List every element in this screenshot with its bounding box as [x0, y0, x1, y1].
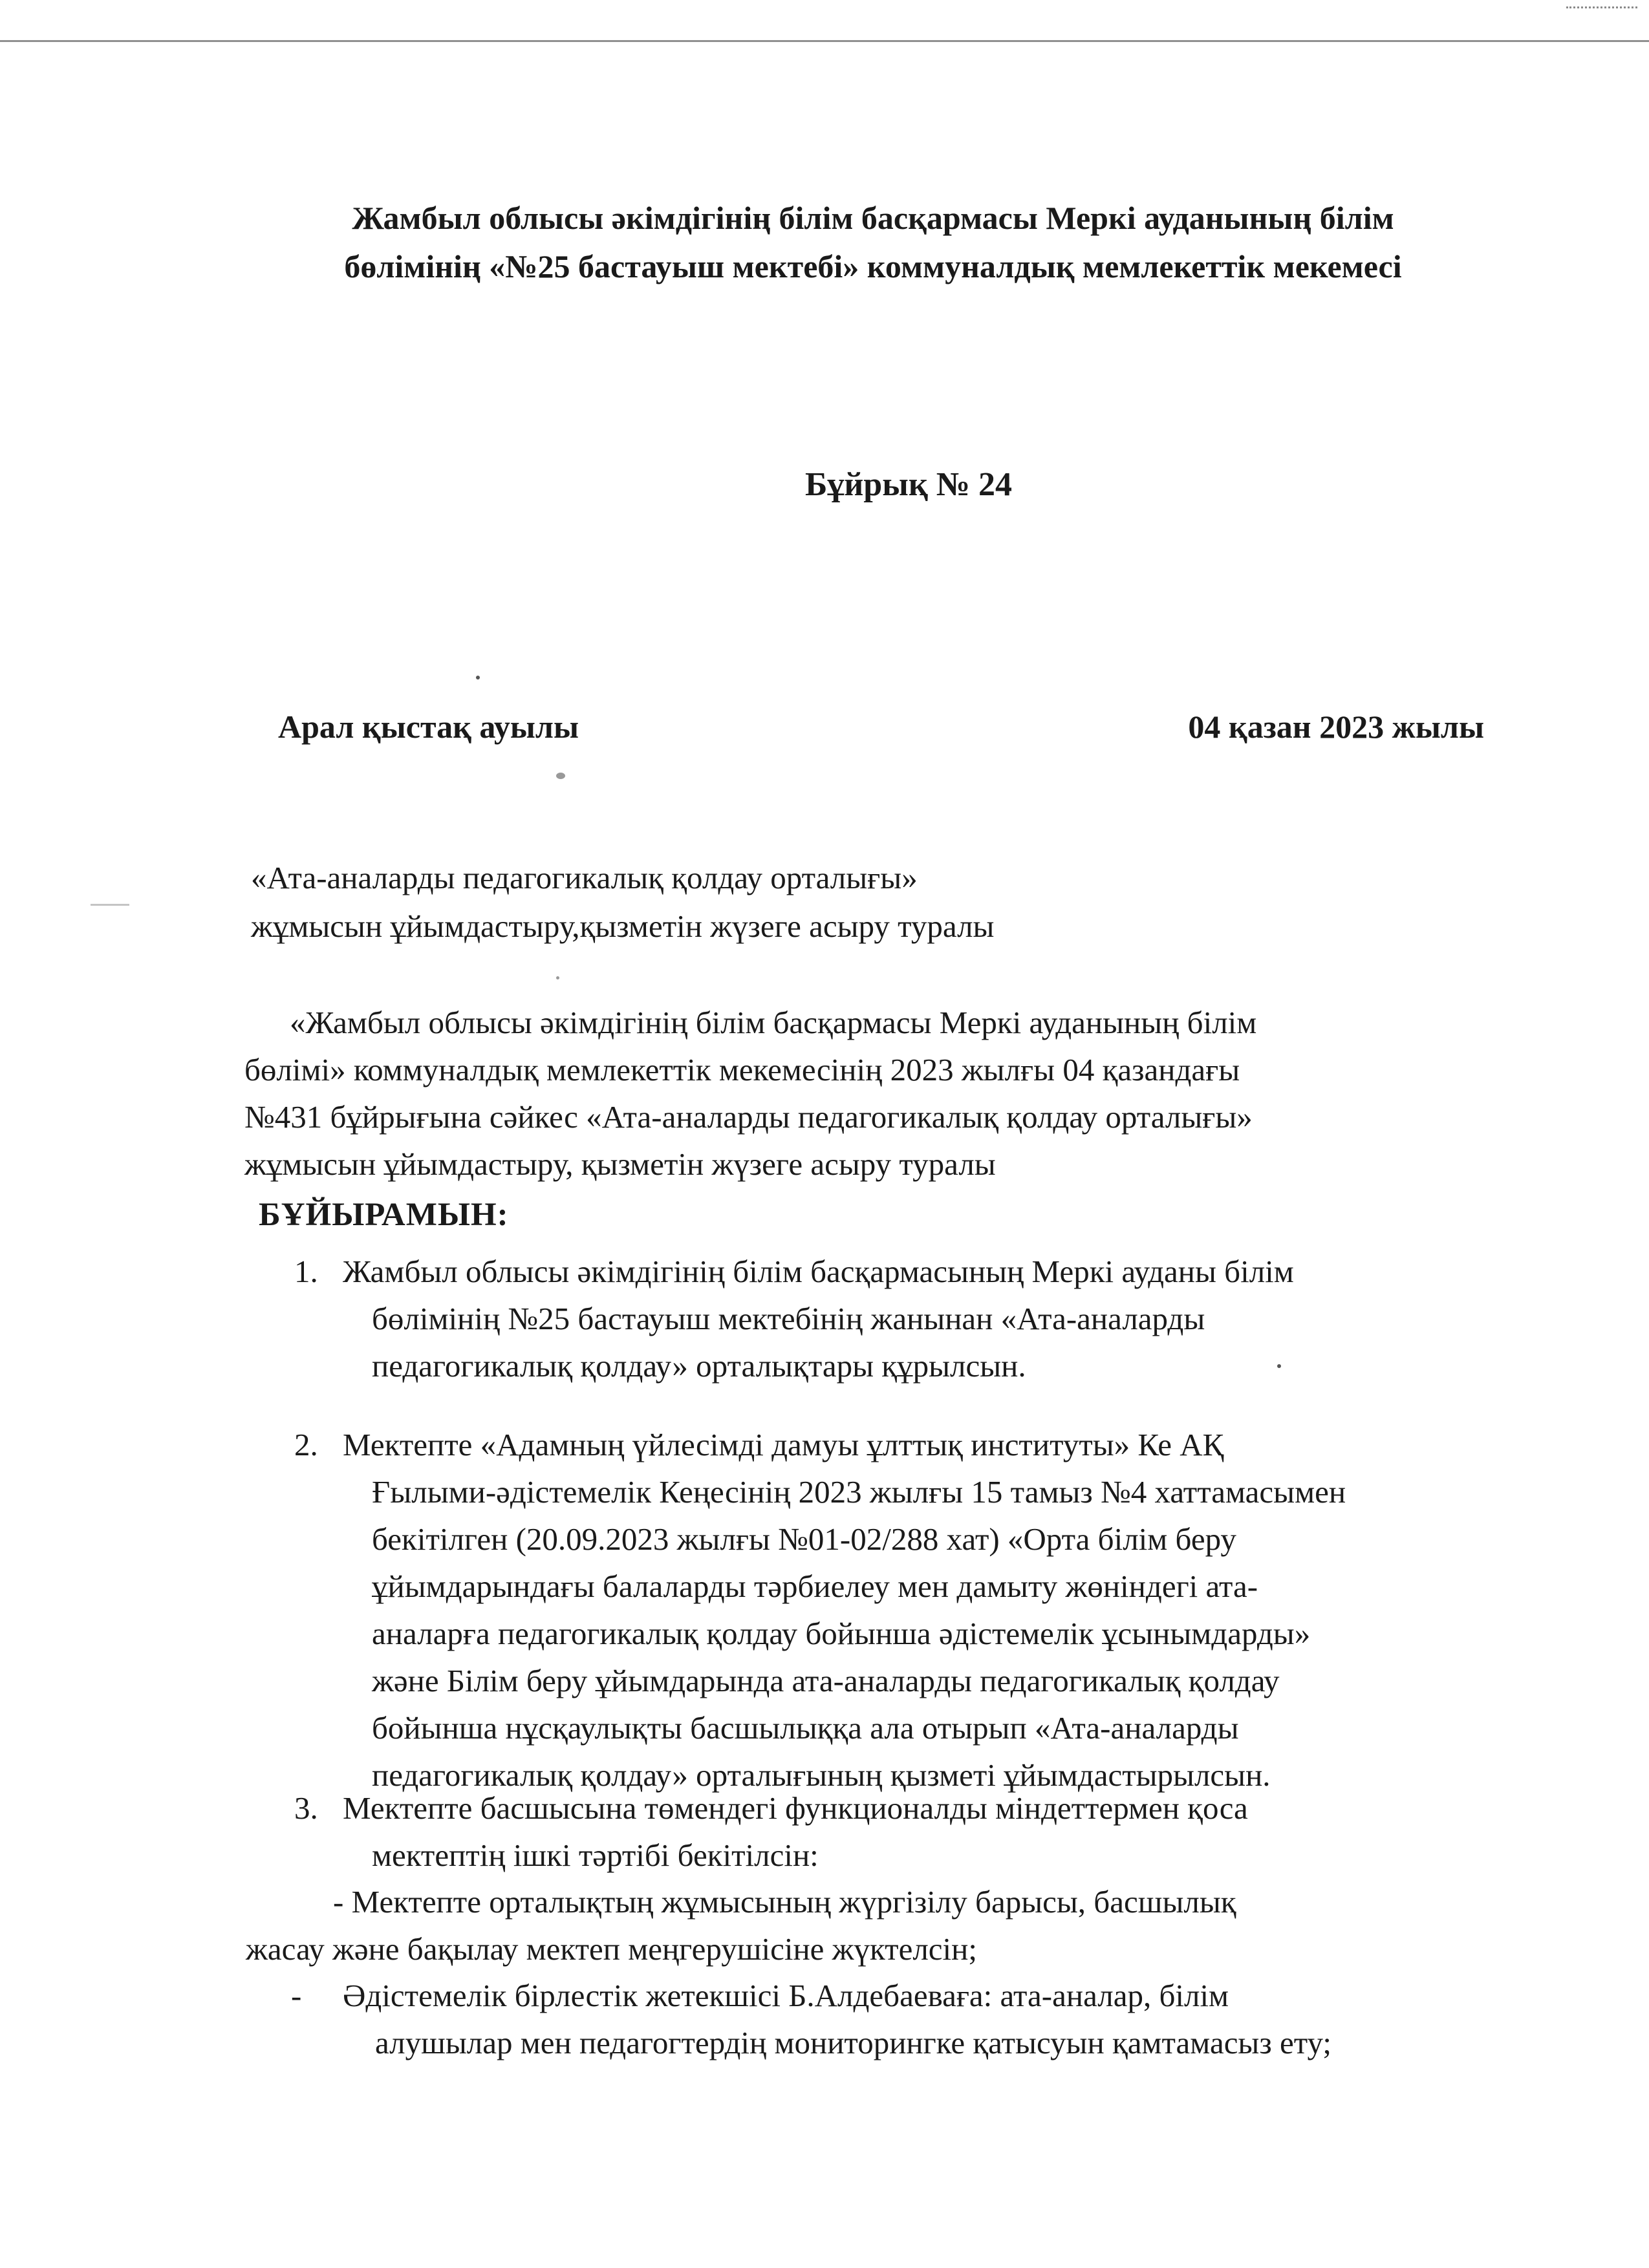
preamble-line: «Жамбыл облысы әкімдігінің білім басқармасы Меркі ауданының білім: [290, 1005, 1257, 1040]
list-item-line: мектептің ішкі тәртібі бекітілсін:: [372, 1837, 819, 1873]
subitem-line: жасау және бақылау мектеп меңгерушісіне жүктелсін;: [246, 1931, 977, 1967]
list-item-line: бөлімінің №25 бастауыш мектебінің жанынан «Ата-аналарды: [372, 1301, 1205, 1336]
list-item-2: [294, 1421, 1523, 1799]
command-heading: БҰЙЫРАМЫН:: [259, 1197, 509, 1233]
subject-line-1: «Ата-аналарды педагогикалық қолдау орталығы»: [251, 860, 918, 895]
subject-line-2: жұмысын ұйымдастыру,қызметін жүзеге асыру туралы: [251, 908, 995, 944]
list-item-line: Мектепте «Адамның үйлесімді дамуы ұлттық институты» Ке АҚ: [343, 1427, 1224, 1462]
list-item-line: ұйымдарындағы балаларды тәрбиелеу мен дамыту жөніндегі ата-: [372, 1568, 1258, 1604]
order-subject: [251, 853, 994, 950]
scan-speck: [556, 976, 559, 979]
subitem-line: Әдістемелік бірлестік жетекшісі Б.Алдебаеваға: ата-аналар, білім: [343, 1978, 1229, 2013]
list-item-3: [294, 1784, 1523, 1879]
list-item-number: 2.: [294, 1427, 318, 1462]
list-item-line: Ғылыми-әдістемелік Кеңесінің 2023 жылғы 15 тамыз №4 хаттамасымен: [372, 1474, 1346, 1510]
order-place: Арал қыстақ ауылы: [278, 709, 579, 745]
subitem-methodology: [291, 1972, 1331, 2066]
list-item-number: 1.: [294, 1254, 318, 1289]
document-header: [233, 194, 1513, 291]
scan-edge-line: [0, 40, 1649, 42]
list-item-line: педагогикалық қолдау» орталығының қызметі ұйымдастырылсын.: [372, 1757, 1271, 1793]
list-item-line: аналарға педагогикалық қолдау бойынша әдістемелік ұсынымдарды»: [372, 1616, 1311, 1651]
order-title: Бұйрық № 24: [804, 466, 1013, 503]
preamble-line: №431 бұйрығына сәйкес «Ата-аналарды педагогикалық қолдау орталығы»: [244, 1099, 1253, 1135]
order-date: 04 қазан 2023 жылы: [1188, 709, 1484, 745]
subitem-dash: -: [291, 1978, 302, 2013]
preamble-line: жұмысын ұйымдастыру, қызметін жүзеге асыру туралы: [244, 1146, 996, 1182]
preamble-paragraph: [244, 999, 1512, 1188]
subitem-line: алушылар мен педагогтердің мониторингке қатысуын қамтамасыз ету;: [375, 2025, 1331, 2060]
subitem-line: - Мектепте орталықтың жұмысының жүргізілу барысы, басшылық: [333, 1884, 1236, 1920]
list-item-1: [294, 1248, 1523, 1389]
list-item-line: және Білім беру ұйымдарында ата-аналарды педагогикалық қолдау: [372, 1663, 1280, 1698]
scan-speck: [91, 904, 129, 906]
scan-speck: [1277, 1364, 1281, 1368]
header-line-1: Жамбыл облысы әкімдігінің білім басқармасы Меркі ауданының білім: [352, 200, 1394, 236]
scan-speck: [556, 773, 565, 779]
list-item-line: Мектепте басшысына төмендегі функционалды міндеттермен қоса: [343, 1790, 1248, 1826]
scan-speck: [476, 676, 480, 679]
list-item-number: 3.: [294, 1790, 318, 1826]
list-item-line: бекітілген (20.09.2023 жылғы №01-02/288 хат) «Орта білім беру: [372, 1521, 1236, 1557]
list-item-line: педагогикалық қолдау» орталықтары құрылсын.: [372, 1348, 1026, 1384]
subitem-supervision: [246, 1878, 1236, 1973]
header-line-2: бөлімінің «№25 бастауыш мектебі» коммуналдық мемлекеттік мекемесі: [344, 248, 1402, 284]
list-item-line: Жамбыл облысы әкімдігінің білім басқармасының Меркі ауданы білім: [343, 1254, 1294, 1289]
scan-edge-mark: [1566, 6, 1637, 32]
preamble-line: бөлімі» коммуналдық мемлекеттік мекемесінің 2023 жылғы 04 қазандағы: [244, 1052, 1240, 1087]
list-item-line: бойынша нұсқаулықты басшылыққа ала отырып «Ата-аналарды: [372, 1710, 1239, 1746]
